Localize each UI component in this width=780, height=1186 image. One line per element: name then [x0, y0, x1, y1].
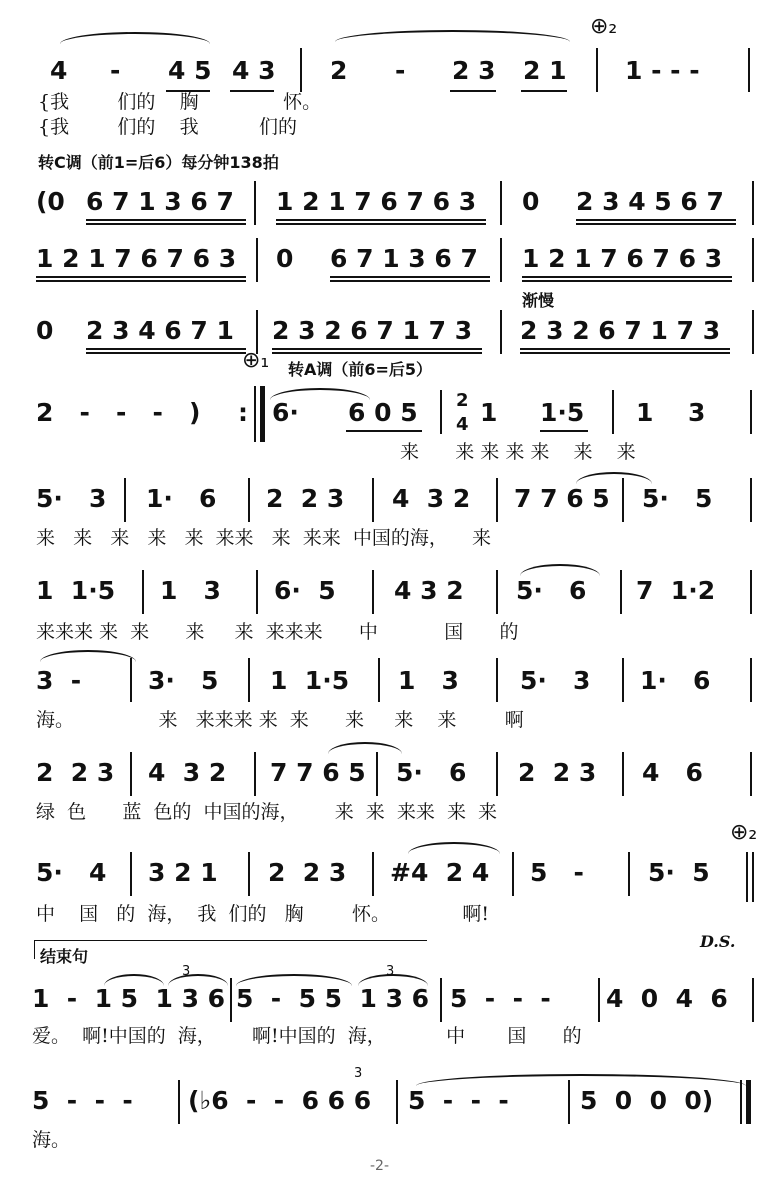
note: 1 - - - — [625, 56, 700, 85]
barline — [500, 181, 502, 225]
barline — [596, 48, 598, 92]
lyric-line: 来来来 来 来 来 来 来来来 中 国 的 — [36, 621, 519, 643]
barline — [622, 478, 624, 522]
barline — [256, 570, 258, 614]
lyric-line-2: {我 们的 我 们的 — [38, 116, 297, 138]
coda-sign: ⊕₁ — [242, 348, 270, 373]
lyric-line: 绿 色 蓝 色的 中国的海， 来 来 来来 来 来 — [36, 801, 498, 823]
note: 2 3 2 6 7 1 7 3 — [272, 316, 473, 345]
note: 5· 6 — [396, 758, 467, 787]
barline — [248, 852, 250, 896]
slur — [520, 564, 600, 576]
slur — [416, 1074, 746, 1086]
barline — [750, 752, 752, 796]
underline — [272, 348, 482, 350]
note: 5· 3 — [520, 666, 591, 695]
underline — [276, 223, 486, 225]
note: 0 — [522, 187, 540, 216]
note: 1· 6 — [146, 484, 217, 513]
note: 4 — [456, 414, 469, 435]
note: 3· 5 — [148, 666, 219, 695]
note: 6· — [272, 398, 299, 427]
barline — [598, 978, 600, 1022]
note: (♭6 - - 6 6 6 — [188, 1086, 372, 1115]
barline — [752, 181, 754, 225]
underline — [86, 223, 246, 225]
note: 2 2 3 — [36, 758, 115, 787]
lyric-line: 来 来 来 来 来 来来 来 来来 中国的海， 来 — [36, 527, 491, 549]
note: 4 6 — [642, 758, 703, 787]
note: 1 1·5 — [36, 576, 116, 605]
note: - — [110, 56, 121, 85]
note: 5 - — [530, 858, 584, 887]
slur — [335, 30, 570, 42]
underline — [520, 348, 730, 350]
barline — [256, 238, 258, 282]
barline — [142, 570, 144, 614]
underline — [521, 90, 567, 92]
note: : — [238, 398, 248, 427]
note: 6· 5 — [274, 576, 336, 605]
underline — [272, 352, 482, 354]
underline — [540, 430, 588, 432]
note: 4 5 — [168, 56, 212, 85]
barline — [752, 852, 754, 902]
triplet-mark: 3 — [386, 964, 395, 979]
ds-marker: D.S. — [700, 932, 736, 951]
note: 0 — [276, 244, 294, 273]
barline — [496, 752, 498, 796]
barline — [500, 238, 502, 282]
note: 2 1 — [523, 56, 567, 85]
underline — [86, 348, 246, 350]
barline — [124, 478, 126, 522]
triplet-mark: 3 — [182, 964, 191, 979]
barline — [622, 752, 624, 796]
barline — [622, 658, 624, 702]
lyric-line: 海。 — [32, 1129, 71, 1151]
barline — [260, 386, 265, 442]
slur — [328, 742, 402, 754]
note: 5 - - - — [408, 1086, 509, 1115]
note: 6 7 1 3 6 7 — [86, 187, 234, 216]
barline — [396, 1080, 398, 1124]
coda-sign: ⊕₂ — [590, 14, 618, 39]
note: 6 0 5 — [348, 398, 418, 427]
note: 7 7 6 5 — [514, 484, 610, 513]
note: 1 3 — [398, 666, 459, 695]
underline — [36, 276, 246, 278]
note: 1 3 — [160, 576, 221, 605]
lyric-line: 来 来 来 来 来 来 来 — [400, 441, 636, 463]
note: 5· 4 — [36, 858, 107, 887]
note: 2 — [456, 390, 469, 411]
note: 0 — [36, 316, 54, 345]
underline — [520, 352, 730, 354]
note: #4 2 4 — [390, 858, 490, 887]
note: 4 0 4 6 — [606, 984, 728, 1013]
tempo-slow: 渐慢 — [522, 291, 555, 310]
note: 7 7 6 5 — [270, 758, 366, 787]
barline — [130, 852, 132, 896]
note: (0 — [36, 187, 65, 216]
barline — [752, 310, 754, 354]
note: 5 - - - — [32, 1086, 133, 1115]
barline — [628, 852, 630, 896]
underline — [450, 90, 496, 92]
underline — [86, 352, 246, 354]
barline — [750, 478, 752, 522]
note: 2 2 3 — [268, 858, 347, 887]
note: 2 2 3 — [518, 758, 597, 787]
note: 5· 6 — [516, 576, 587, 605]
barline — [746, 1080, 751, 1124]
note: 5 - - - — [450, 984, 551, 1013]
barline — [750, 658, 752, 702]
barline — [750, 570, 752, 614]
note: 4 3 — [232, 56, 276, 85]
barline — [500, 310, 502, 354]
note: 5· 5 — [642, 484, 713, 513]
note: 1 2 1 7 6 7 6 3 — [276, 187, 477, 216]
slur — [576, 472, 652, 484]
note: 1 2 1 7 6 7 6 3 — [36, 244, 237, 273]
note: 1 — [480, 398, 498, 427]
key-change-a: 转A调（前6=后5） — [288, 360, 433, 379]
barline — [372, 478, 374, 522]
lyric-line-1: {我 们的 胸 怀。 — [38, 91, 322, 113]
underline — [86, 219, 246, 221]
barline — [620, 570, 622, 614]
note: 4 3 2 — [394, 576, 464, 605]
barline — [254, 181, 256, 225]
note: 2 - - - ) — [36, 398, 201, 427]
note: 2 3 4 6 7 1 — [86, 316, 234, 345]
note: 5 - 5 5 1 3 6 — [236, 984, 430, 1013]
underline — [346, 430, 422, 432]
note: 3 — [688, 398, 706, 427]
barline — [740, 1080, 742, 1124]
note: 5· 3 — [36, 484, 107, 513]
barline — [440, 978, 442, 1022]
barline — [130, 658, 132, 702]
note: 5· 5 — [648, 858, 710, 887]
key-change-c: 转C调（前1=后6）每分钟138拍 — [38, 153, 279, 172]
note: 4 3 2 — [392, 484, 471, 513]
barline — [750, 390, 752, 434]
slur — [408, 842, 500, 854]
lyric-line: 海。 来 来来来 来 来 来 来 来 啊 — [36, 709, 524, 731]
ending-bracket — [34, 940, 427, 959]
note: 2 3 — [452, 56, 496, 85]
barline — [254, 752, 256, 796]
barline — [440, 390, 442, 434]
note: 1 1·5 — [270, 666, 350, 695]
note: 4 3 2 — [148, 758, 227, 787]
underline — [522, 280, 732, 282]
barline — [178, 1080, 180, 1124]
page-number: -2- — [370, 1158, 390, 1174]
barline — [230, 978, 232, 1022]
barline — [496, 570, 498, 614]
barline — [372, 570, 374, 614]
barline — [130, 752, 132, 796]
barline — [300, 48, 302, 92]
barline — [568, 1080, 570, 1124]
barline — [496, 658, 498, 702]
note: 6 7 1 3 6 7 — [330, 244, 478, 273]
barline — [748, 48, 750, 92]
ending-label: 结束句 — [40, 947, 89, 966]
barline — [376, 752, 378, 796]
underline — [330, 276, 490, 278]
barline — [512, 852, 514, 896]
note: 1· 6 — [640, 666, 711, 695]
barline — [612, 390, 614, 434]
note: 2 2 3 — [266, 484, 345, 513]
barline — [254, 386, 256, 442]
barline — [752, 978, 754, 1022]
barline — [248, 478, 250, 522]
note: 2 — [330, 56, 348, 85]
note: 7 1·2 — [636, 576, 716, 605]
underline — [522, 276, 732, 278]
note: - — [395, 56, 406, 85]
underline — [36, 280, 246, 282]
note: 1 - 1 5 1 3 6 — [32, 984, 226, 1013]
note: 3 2 1 — [148, 858, 218, 887]
note: 1 2 1 7 6 7 6 3 — [522, 244, 723, 273]
underline — [330, 280, 490, 282]
note: 2 3 4 5 6 7 — [576, 187, 724, 216]
note: 5 0 0 0) — [580, 1086, 714, 1115]
barline — [496, 478, 498, 522]
barline — [746, 852, 748, 902]
note: 1·5 — [540, 398, 585, 427]
barline — [372, 852, 374, 896]
slur — [40, 650, 136, 662]
barline — [752, 238, 754, 282]
note: 4 — [50, 56, 68, 85]
lyric-line: 爱。 啊!中国的 海， 啊!中国的 海， 中 国 的 — [32, 1025, 582, 1047]
note: 1 — [636, 398, 654, 427]
barline — [248, 658, 250, 702]
underline — [576, 223, 736, 225]
underline — [576, 219, 736, 221]
slur — [60, 32, 210, 44]
lyric-line: 中 国 的 海， 我 们的 胸 怀。 啊! — [36, 903, 490, 925]
note: 3 - — [36, 666, 82, 695]
coda-sign: ⊕₂ — [730, 820, 758, 845]
underline — [276, 219, 486, 221]
note: 2 3 2 6 7 1 7 3 — [520, 316, 721, 345]
triplet-mark: 3 — [354, 1066, 363, 1081]
barline — [378, 658, 380, 702]
